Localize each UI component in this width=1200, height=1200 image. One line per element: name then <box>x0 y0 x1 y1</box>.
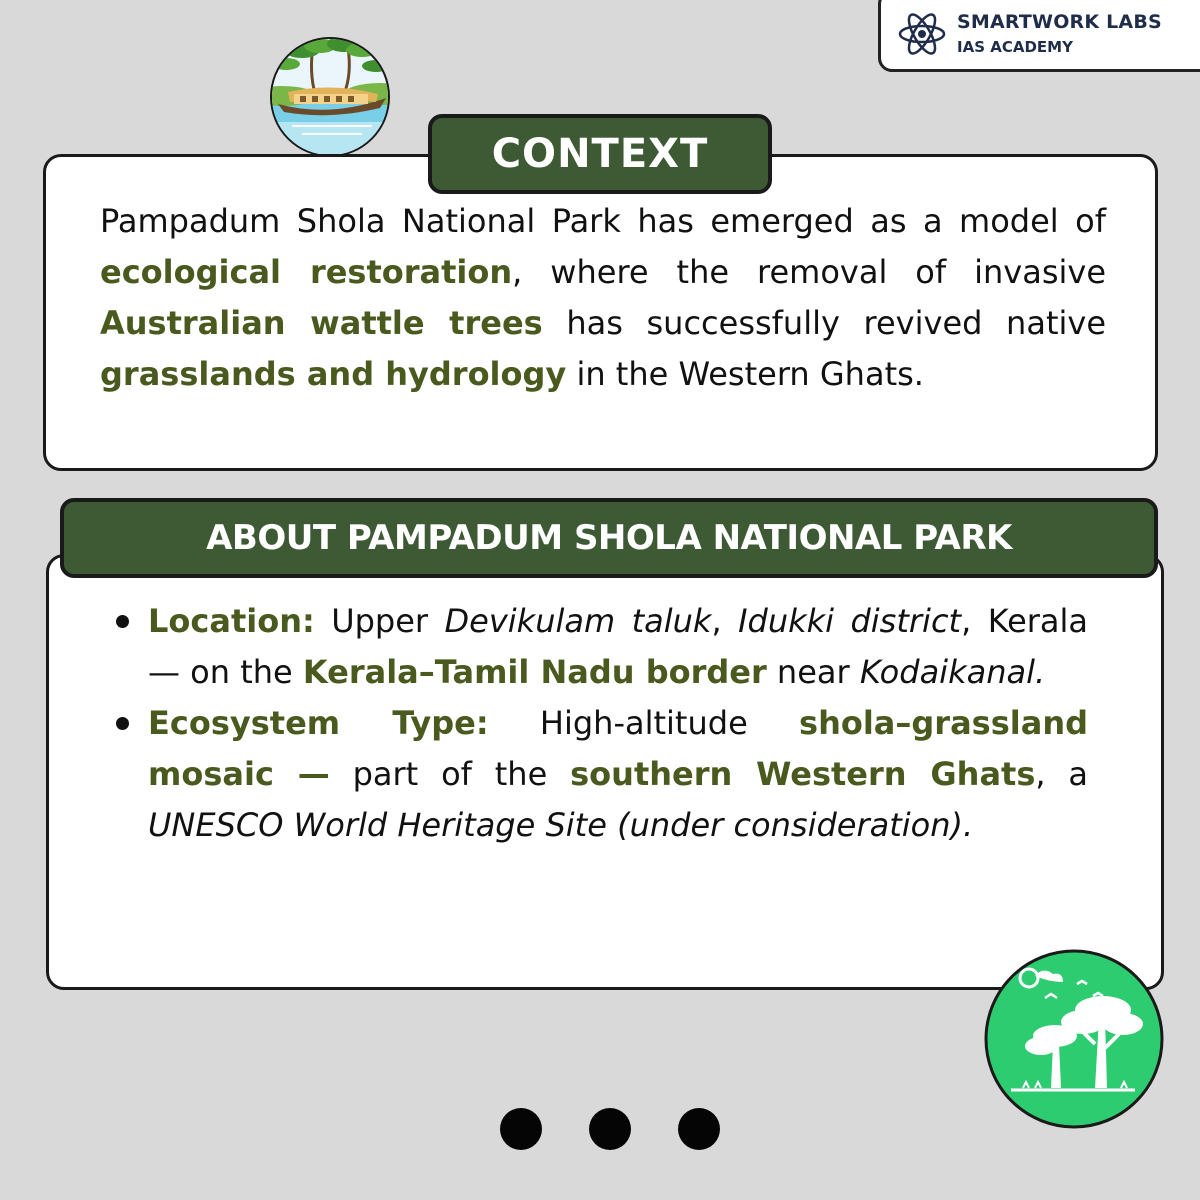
item-highlight: southern Western Ghats <box>570 755 1036 793</box>
context-heading: CONTEXT <box>428 114 772 194</box>
brand-tagline: IAS ACADEMY <box>957 38 1073 56</box>
item-text: , a <box>1035 755 1089 793</box>
item-text: , <box>711 602 739 640</box>
item-label: Location: <box>148 602 315 640</box>
pagination-dots <box>500 1108 720 1150</box>
item-text-italic: Kodaikanal. <box>859 653 1046 691</box>
atom-icon <box>897 9 947 59</box>
context-text: Pampadum Shola National Park has emerged as a model of <box>100 202 1106 240</box>
item-text: High-altitude <box>488 704 800 742</box>
item-text-italic: (under consideration). <box>617 806 974 844</box>
brand-name: SMARTWORK LABS <box>957 11 1162 33</box>
pagination-dot[interactable] <box>678 1108 720 1150</box>
pagination-dot[interactable] <box>589 1108 631 1150</box>
context-highlight: Australian wattle trees <box>100 304 543 342</box>
trees-landscape-icon <box>983 948 1165 1130</box>
about-list <box>148 596 1088 851</box>
context-paragraph <box>100 196 1106 400</box>
context-highlight: ecological restoration <box>100 253 513 291</box>
bullet-icon <box>116 615 129 628</box>
brand-header <box>878 0 1200 72</box>
item-highlight: Kerala–Tamil Nadu border <box>302 653 767 691</box>
about-heading: ABOUT PAMPADUM SHOLA NATIONAL PARK <box>60 498 1158 578</box>
context-text: in the Western Ghats. <box>566 355 924 393</box>
pagination-dot[interactable] <box>500 1108 542 1150</box>
item-text-italic: UNESCO World Heritage Site <box>148 806 607 844</box>
item-highlight: shola–grassland mosaic — <box>148 704 1089 793</box>
list-item-location <box>148 596 1088 698</box>
item-label: Ecosystem Type: <box>148 704 489 742</box>
context-highlight: grasslands and hydrology <box>100 355 567 393</box>
item-text: near <box>766 653 860 691</box>
context-text: has successfully revived native <box>542 304 1107 342</box>
item-text: part of the <box>329 755 571 793</box>
kerala-houseboat-icon <box>252 34 408 160</box>
bullet-icon <box>116 717 129 730</box>
item-text: , Kerala — on the <box>148 602 1089 691</box>
item-text-italic: Devikulam taluk <box>444 602 712 640</box>
item-text: Upper <box>314 602 445 640</box>
item-text <box>607 806 617 844</box>
list-item-ecosystem <box>148 698 1088 851</box>
context-text: , where the removal of invasive <box>512 253 1107 291</box>
item-text-italic: Idukki district <box>738 602 962 640</box>
